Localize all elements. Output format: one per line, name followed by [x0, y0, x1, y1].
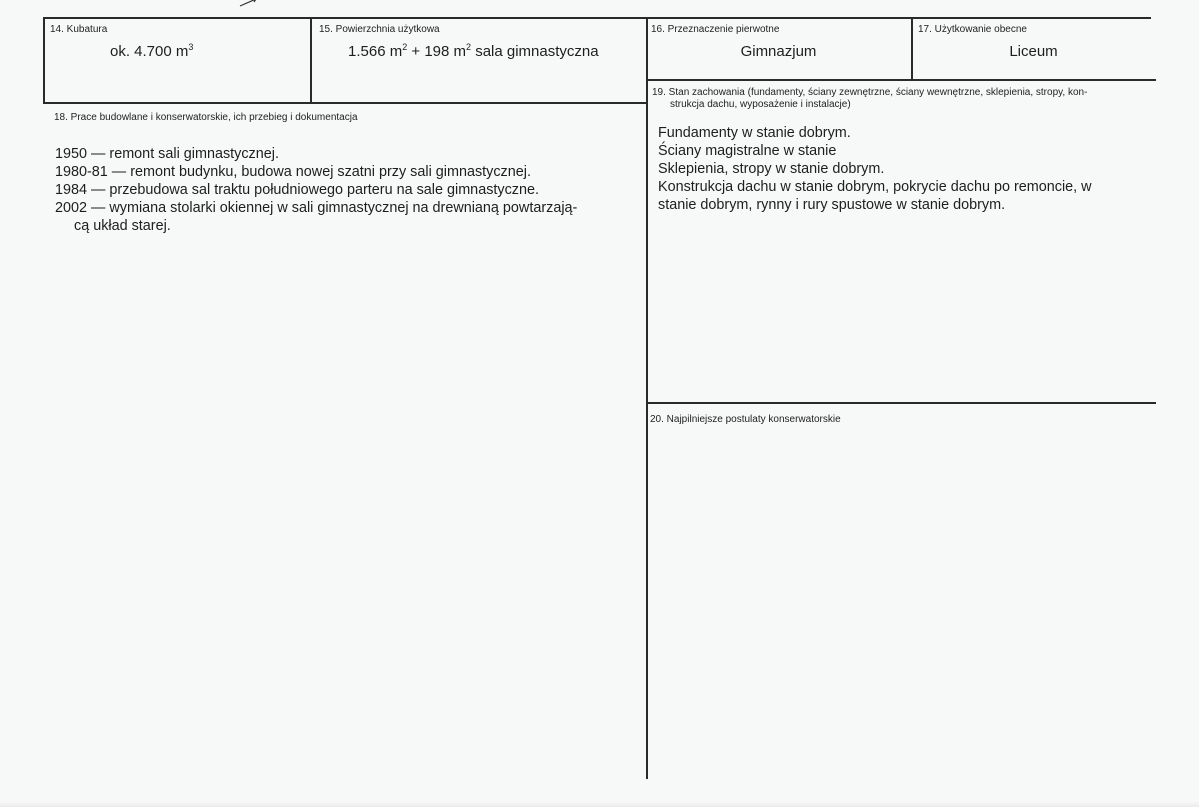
stan-entry: Ściany magistralne w stanie: [658, 143, 837, 159]
rule-under-14-15: [43, 102, 646, 104]
prace-label: 18. Prace budowlane i konserwatorskie, ich przebieg i dokumentacja: [54, 112, 358, 123]
uzytkowanie-value: Liceum: [1009, 43, 1058, 60]
kubatura-unit-exponent: 3: [188, 42, 194, 52]
powierzchnia-part2: + 198 m: [407, 43, 467, 60]
rule-14-15-divider: [310, 17, 312, 103]
pen-stroke-mark: [238, 0, 260, 8]
stan-entry: Fundamenty w stanie dobrym.: [658, 125, 851, 141]
powierzchnia-part1: 1.566 m: [348, 43, 403, 60]
prace-entry: 1980-81 — remont budynku, budowa nowej szatni przy sali gimnastycznej.: [55, 164, 531, 180]
stan-entry: Konstrukcja dachu w stanie dobrym, pokrycie dachu po remoncie, w: [658, 179, 1092, 195]
kubatura-value-text: ok. 4.700 m: [110, 43, 189, 60]
powierzchnia-exponent1: 2: [402, 42, 408, 52]
stan-entries: [658, 124, 1092, 214]
rule-top: [43, 17, 1151, 19]
uzytkowanie-label: 17. Użytkowanie obecne: [918, 24, 1027, 35]
przeznaczenie-value: Gimnazjum: [740, 43, 817, 60]
powierzchnia-value: [348, 43, 599, 61]
prace-entries: [55, 145, 577, 235]
rule-left-edge: [43, 17, 45, 103]
stan-label-line2: strukcja dachu, wyposażenie i instalacje): [670, 99, 851, 110]
scan-edge-shadow: [0, 801, 1199, 807]
przeznaczenie-label: 16. Przeznaczenie pierwotne: [651, 24, 780, 35]
prace-entry-continuation: cą układ starej.: [74, 218, 171, 234]
prace-entry: 2002 — wymiana stolarki okiennej w sali gimnastycznej na drewnianą powtarzają-: [55, 200, 578, 216]
rule-under-19: [648, 402, 1156, 404]
kubatura-value: [110, 43, 193, 61]
powierzchnia-exponent2: 2: [466, 42, 472, 52]
kubatura-label: 14. Kubatura: [50, 24, 108, 35]
stan-entry: stanie dobrym, rynny i rury spustowe w stanie dobrym.: [658, 197, 1006, 213]
rule-main-divider: [646, 17, 648, 779]
stan-entry: Sklepienia, stropy w stanie dobrym.: [658, 161, 885, 177]
stan-label-line1: 19. Stan zachowania (fundamenty, ściany zewnętrzne, ściany wewnętrzne, sklepienia, stropy, kon-: [652, 87, 1088, 98]
powierzchnia-part3: sala gimnastyczna: [471, 43, 599, 60]
postulaty-label: 20. Najpilniejsze postulaty konserwatorskie: [650, 414, 841, 425]
powierzchnia-label: 15. Powierzchnia użytkowa: [319, 24, 440, 35]
rule-under-16-17: [646, 79, 1156, 81]
prace-entry: 1950 — remont sali gimnastycznej.: [55, 146, 279, 162]
prace-entry: 1984 — przebudowa sal traktu południowego parteru na sale gimnastyczne.: [55, 182, 539, 198]
